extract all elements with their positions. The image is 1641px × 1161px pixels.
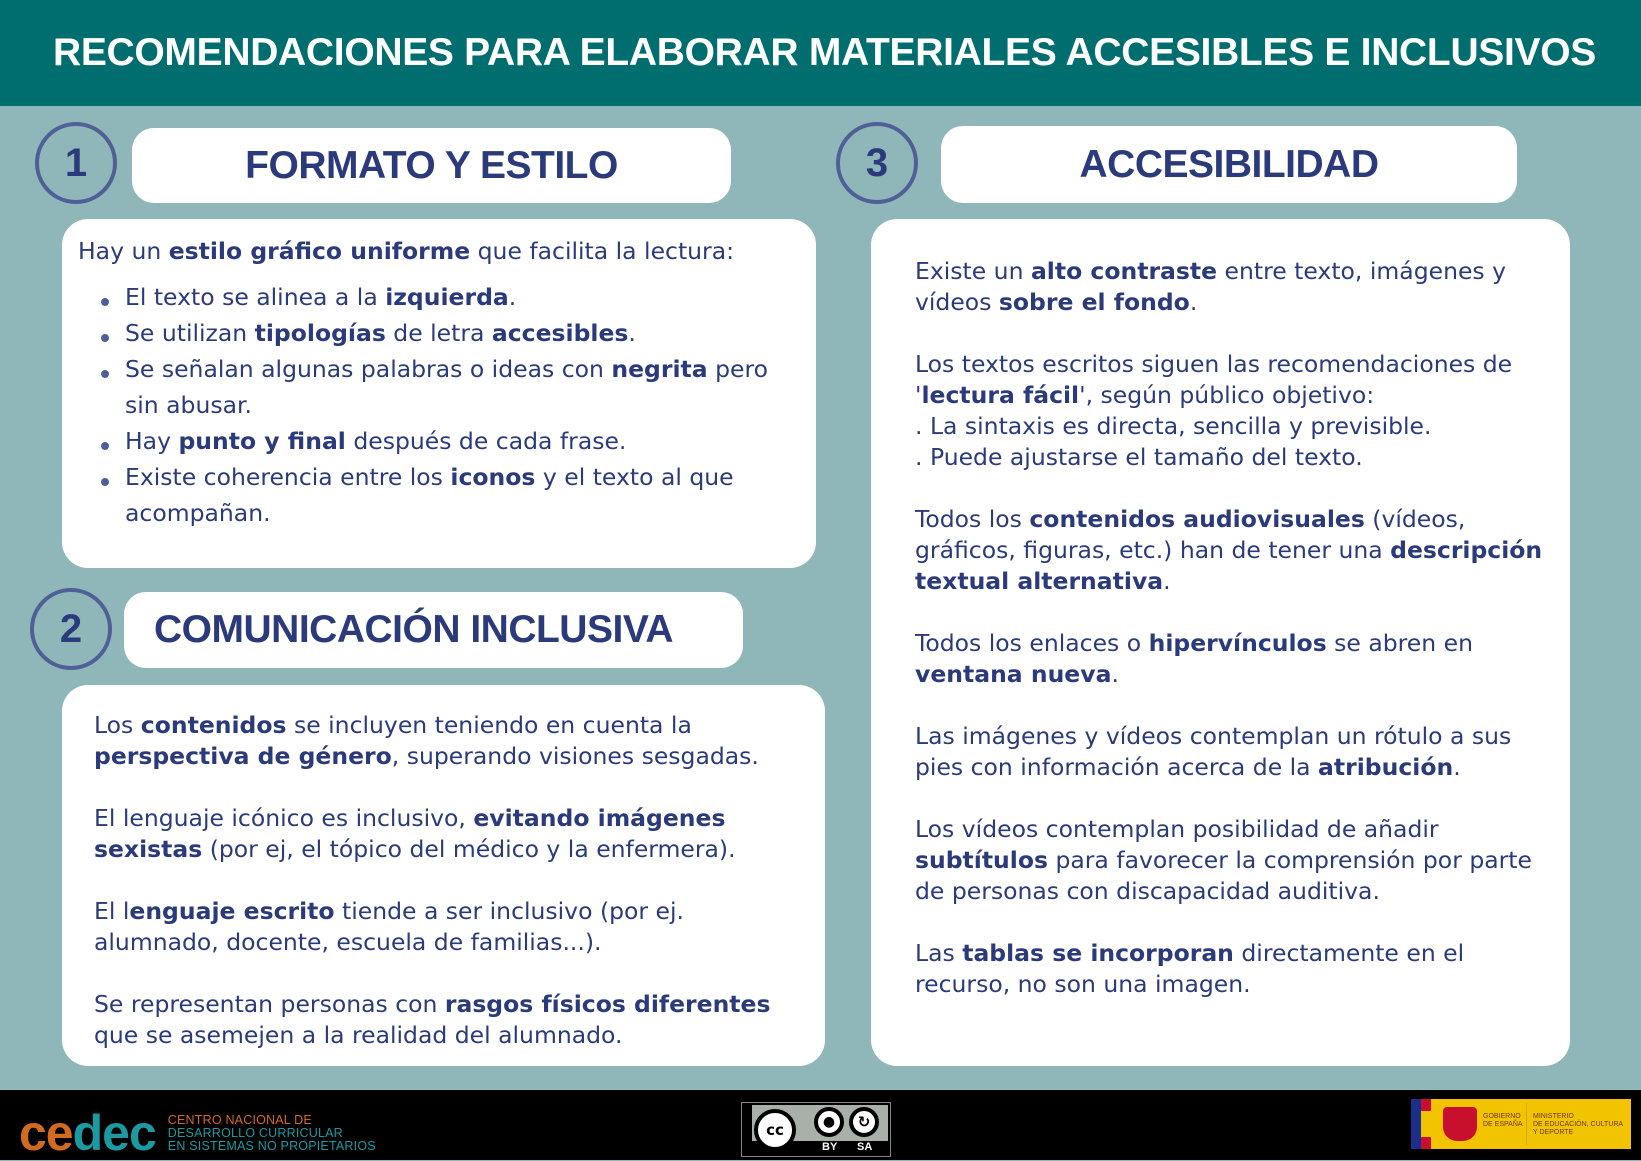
emphasis-text: hipervínculos [1148,629,1327,657]
text-run: después de cada frase. [345,427,627,455]
emphasis-text: contenidos [140,711,287,739]
attribution-person-icon: ● [814,1107,844,1137]
text-run: de letra [385,319,492,347]
section-card-comunicacion [62,685,825,1066]
cedec-subtitle: CENTRO NACIONAL DE DESARROLLO CURRICULAR EN SISTEMAS NO PROPIETARIOS [167,1112,376,1153]
paragraph-list [94,710,809,1051]
text-run: Hay un [78,237,169,265]
ministerio-label: MINISTERIO DE EDUCACIÓN, CULTURA Y DEPORTE [1533,1113,1624,1136]
text-run: se incluyen teniendo en cuenta la [286,711,692,739]
text-run: . [1163,567,1171,595]
text-run: , superando visiones sesgadas. [391,742,759,770]
emphasis-text: punto y final [178,427,346,455]
section-title: COMUNICACIÓN INCLUSIVA [154,608,674,651]
section-number-badge [836,122,918,204]
text-run: . [1453,753,1461,781]
bullet-item [78,315,800,351]
section-number-badge [30,588,112,670]
section-card-formato [62,219,816,568]
text-run: . [508,283,517,311]
bullet-item [78,351,800,423]
bullet-dot-icon [101,478,109,486]
emphasis-text: tablas se incorporan [962,939,1234,967]
bullet-list [78,279,800,531]
section-number: 2 [59,606,83,651]
bullet-item [78,423,800,459]
text-run: Todos los [915,505,1030,533]
paragraph [94,896,809,958]
text-run: . [628,319,636,347]
cc-icon: cc [754,1109,796,1151]
emphasis-text: estilo gráfico uniforme [168,237,471,265]
text-run: directamente en el recurso, no son una imagen. [915,939,1465,998]
paragraph [94,803,809,865]
bullet-dot-icon [101,442,109,450]
emphasis-text: accesibles [491,319,629,347]
emphasis-text: evitando imágenes sexistas [94,804,726,863]
text-run: (vídeos, gráficos, figuras, etc.) han de tener una [915,505,1466,564]
bullet-item [78,279,800,315]
text-run: Se utilizan [125,319,255,347]
page-title: RECOMENDACIONES PARA ELABORAR MATERIALES ACCESIBLES E INCLUSIVOS [52,31,1597,74]
share-alike-icon: ↻ [849,1107,879,1137]
emphasis-text: ventana nueva [915,660,1112,688]
emphasis-text: tipologías [254,319,386,347]
paragraph [915,938,1556,1000]
paragraph [915,628,1556,690]
coat-of-arms-icon [1443,1107,1477,1141]
text-run: (por ej, el tópico del médico y la enfermera). [202,835,736,863]
emphasis-text: atribución [1318,753,1454,781]
text-run: Se señalan algunas palabras o ideas con [125,355,612,383]
section-number-badge [35,122,117,204]
emphasis-text: alto contraste [1030,257,1218,285]
section-title: FORMATO Y ESTILO [245,143,618,187]
paragraph [915,504,1556,597]
text-run: Hay [125,427,179,455]
text-run: entre texto, imágenes y vídeos [915,257,1507,316]
gobierno-label: GOBIERNO DE ESPAÑA [1483,1113,1523,1128]
text-run: El l [94,897,130,925]
section-title-pill [941,126,1517,203]
bullet-dot-icon [101,298,109,306]
cc-sa-label: SA [857,1141,873,1153]
text-run: El lenguaje icónico es inclusivo, [94,804,474,832]
text-run: Los [94,711,141,739]
emphasis-text: lectura fácil [921,381,1080,409]
section-title-pill [124,592,743,668]
emphasis-text: subtítulos [915,846,1048,874]
bullet-item [78,459,800,531]
emphasis-text: iconos [450,463,536,491]
emphasis-text: enguaje escrito [129,897,335,925]
paragraph-list [915,256,1556,1000]
text-run: tiende a ser inclusivo (por ej. alumnado, docente, escuela de familias...). [94,897,684,956]
emphasis-text: perspectiva de género [94,742,392,770]
section-title-pill [132,128,731,203]
section-number: 1 [64,140,88,185]
logo-divider [1526,1103,1527,1145]
emphasis-text: rasgos físicos diferentes [444,990,771,1018]
bullet-dot-icon [101,370,109,378]
bullet-dot-icon [101,334,109,342]
text-run: Las imágenes y vídeos contemplan un rótulo a sus pies con información acerca de la [915,722,1512,781]
text-run: Los textos escritos siguen las recomendaciones de ' [915,350,1513,409]
text-run: para favorecer la comprensión por parte de personas con discapacidad auditiva. [915,846,1532,905]
text-run: que se asemejen a la realidad del alumnado. [94,1021,623,1049]
text-run: y el texto al que acompañan. [125,463,734,527]
section-card-accesibilidad [871,219,1570,1066]
cc-license-badge[interactable] [741,1102,891,1157]
emphasis-text: negrita [611,355,708,383]
section-number: 3 [865,140,889,185]
paragraph [915,814,1556,907]
text-run: pero sin abusar. [125,355,768,419]
cedec-wordmark: cedec [19,1105,156,1161]
text-run: ', según público objetivo: [1079,381,1375,409]
text-run: Los vídeos contemplan posibilidad de añadir [915,815,1439,843]
text-run: que facilita la lectura: [470,237,735,265]
emphasis-text: sobre el fondo [998,288,1190,316]
text-run: . Puede ajustarse el tamaño del texto. [915,443,1363,471]
section-title: ACCESIBILIDAD [1079,142,1379,186]
text-run: . La sintaxis es directa, sencilla y previsible. [915,412,1432,440]
text-run: . [1111,660,1119,688]
paragraph [915,721,1556,783]
paragraph [94,710,809,772]
paragraph [94,989,809,1051]
text-run: Se representan personas con [94,990,445,1018]
spain-flag-center [1421,1111,1431,1137]
text-run: . [1189,288,1198,316]
emphasis-text: izquierda [385,283,509,311]
cc-by-label: BY [822,1141,838,1153]
emphasis-text: descripción textual alternativa [915,536,1543,595]
text-run: Existe coherencia entre los [125,463,451,491]
text-run: Todos los enlaces o [915,629,1149,657]
text-run: Existe un [915,257,1031,285]
text-run: Las [915,939,963,967]
section-intro [78,236,800,267]
text-run: se abren en [1326,629,1473,657]
paragraph [915,256,1556,318]
cedec-logo[interactable] [19,1105,376,1161]
eu-flag-stripe [1411,1099,1421,1149]
paragraph [915,349,1556,473]
text-run: El texto se alinea a la [125,283,386,311]
emphasis-text: contenidos audiovisuales [1029,505,1365,533]
government-logo[interactable] [1411,1099,1631,1149]
